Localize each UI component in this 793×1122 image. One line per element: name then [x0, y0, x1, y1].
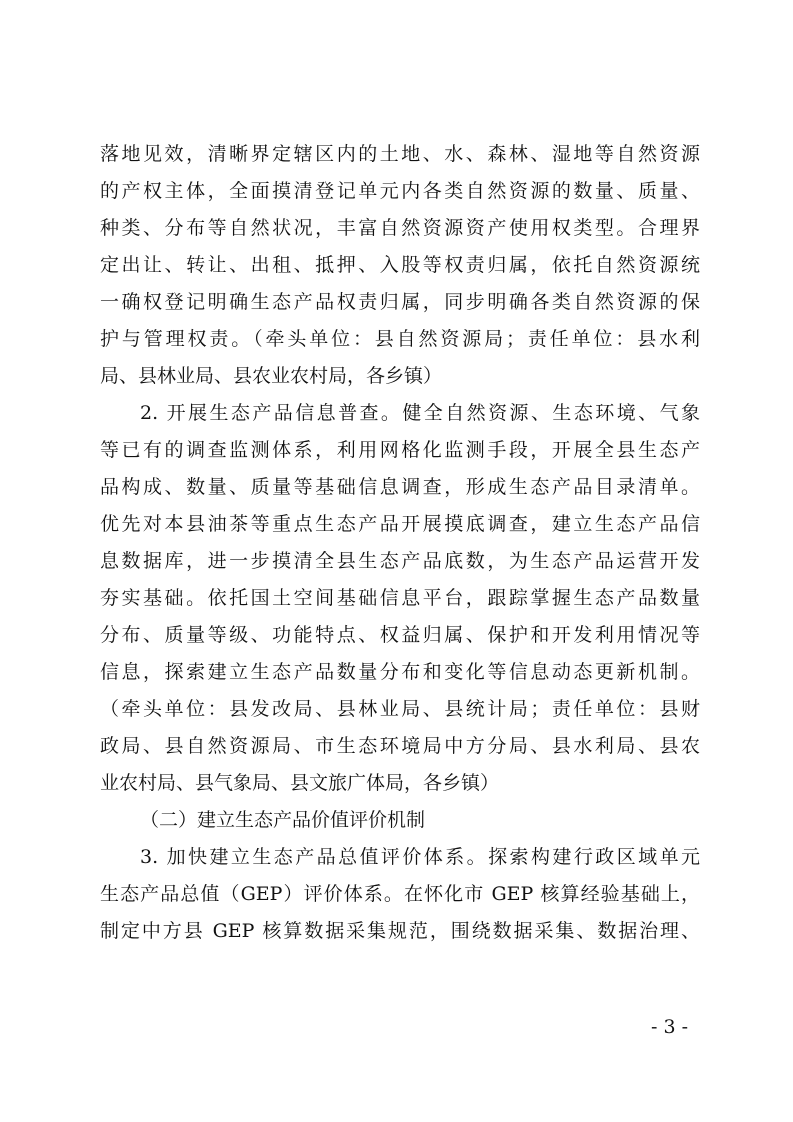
text-line: 分布、质量等级、功能特点、权益归属、保护和开发利用情况等	[100, 624, 700, 646]
text-line: 生态产品总值（GEP）评价体系。在怀化市 GEP 核算经验基础上，	[100, 883, 700, 905]
text-line: 定出让、转让、出租、抵押、入股等权责归属，依托自然资源统	[100, 254, 700, 276]
text-line: 护与管理权责。（牵头单位：县自然资源局；责任单位：县水利	[100, 328, 700, 350]
text-line: 局、县林业局、县农业农村局，各乡镇）	[100, 365, 443, 387]
document-body	[100, 136, 700, 950]
text-line: 品构成、数量、质量等基础信息调查，形成生态产品目录清单。	[100, 476, 700, 498]
text-line: 种类、分布等自然状况，丰富自然资源资产使用权类型。合理界	[100, 217, 700, 239]
text-line: 优先对本县油茶等重点生态产品开展摸底调查，建立生态产品信	[100, 513, 700, 535]
text-line: 信息，探索建立生态产品数量分布和变化等信息动态更新机制。	[100, 661, 700, 683]
text-line: 夯实基础。依托国土空间基础信息平台，跟踪掌握生态产品数量	[100, 587, 700, 609]
text-line: （牵头单位：县发改局、县林业局、县统计局；责任单位：县财	[100, 698, 700, 720]
text-line: 政局、县自然资源局、市生态环境局中方分局、县水利局、县农	[100, 735, 700, 757]
paragraph-start-line: 3. 加快建立生态产品总值评价体系。探索构建行政区域单元	[140, 846, 700, 868]
section-heading: （二）建立生态产品价值评价机制	[140, 809, 426, 831]
text-line: 制定中方县 GEP 核算数据采集规范，围绕数据采集、数据治理、	[100, 920, 700, 942]
text-line: 的产权主体，全面摸清登记单元内各类自然资源的数量、质量、	[100, 180, 700, 202]
page-number: - 3 -	[651, 1016, 689, 1038]
text-line: 落地见效，清晰界定辖区内的土地、水、森林、湿地等自然资源	[100, 143, 700, 165]
text-line: 一确权登记明确生态产品权责归属，同步明确各类自然资源的保	[100, 291, 700, 313]
text-line: 息数据库，进一步摸清全县生态产品底数，为生态产品运营开发	[100, 550, 700, 572]
paragraph-start-line: 2. 开展生态产品信息普查。健全自然资源、生态环境、气象	[140, 402, 700, 424]
text-line: 等已有的调查监测体系，利用网格化监测手段，开展全县生态产	[100, 439, 700, 461]
text-line: 业农村局、县气象局、县文旅广体局，各乡镇）	[100, 772, 500, 794]
